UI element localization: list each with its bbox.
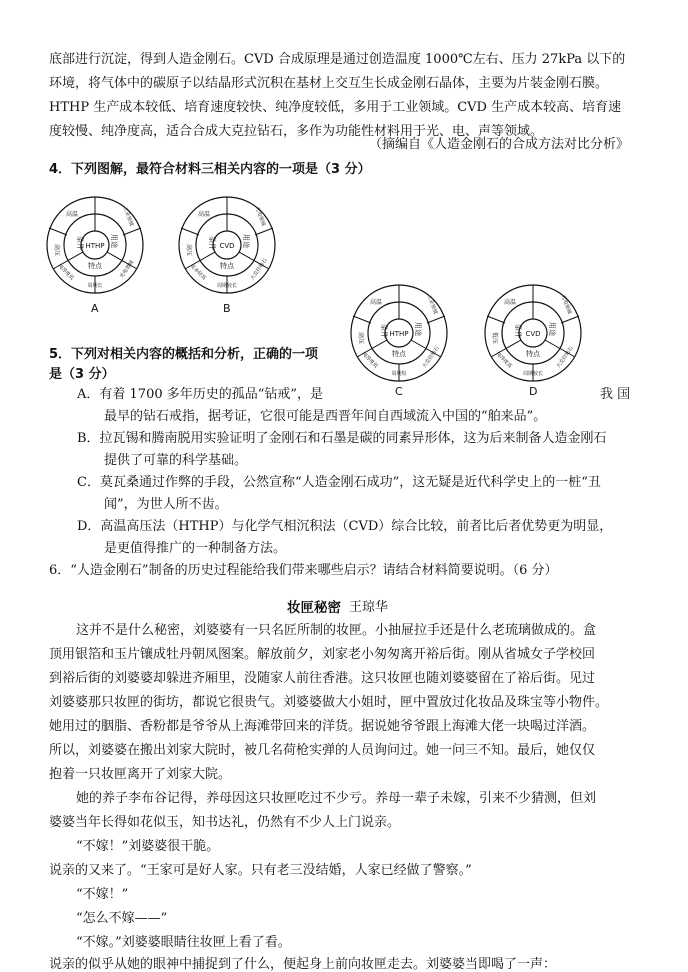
diagram-center-text: HTHP	[389, 330, 409, 338]
diagram-a	[45, 195, 145, 295]
story-line-12: “不嫁！”	[76, 887, 129, 902]
story-title: 妆匣秘密	[287, 600, 341, 616]
diagram-outer-tr-text: 工业领域	[425, 294, 439, 316]
diagram-outer-bl-text: 成本较高	[188, 263, 207, 282]
diagram-outer-tr-text: 光电领域	[559, 294, 573, 316]
diagram-bottom-text: 特点	[88, 262, 102, 270]
diagram-outer-b-text: 周期长	[87, 283, 103, 289]
story-author: 王琼华	[349, 600, 389, 615]
question-5-stem-line1: 5．下列对相关内容的概括和分析，正确的一项	[49, 347, 319, 362]
diagram-center-text: CVD	[525, 330, 541, 338]
story-line-15: 说亲的似乎从她的眼神中捕捉到了什么，便起身上前向妆匣走去。刘婆婆当即喝了一声：	[49, 957, 557, 972]
option-b-line1: B．拉瓦锡和腾南脱用实验证明了金刚石和石墨是碳的同素异形体，这为后来制备人造金刚石	[77, 431, 607, 446]
story-line-14: “不嫁。”刘婆婆眼睛往妆匣上看了看。	[76, 935, 291, 950]
diagram-outer-l-text: 高压	[357, 331, 364, 345]
diagram-outer-tl-text: 高温	[369, 299, 383, 306]
story-line-8: 她的养子李布谷记得，养母因这只妆匣吃过不少亏。养母一辈子未嫁，引来不少猜测，但刘	[76, 791, 597, 806]
option-a-line2: 最早的钻石戒指，据考证，它很可能是西晋年间自西域流入中国的“舶来品”。	[104, 409, 547, 424]
story-line-4: 刘婆婆那只妆匣的街坊，都说它很贵气。刘婆婆做大小姐时，匣中置放过化妆品及珠宝等小物件。	[49, 695, 609, 710]
passage-line-1: 底部进行沉淀，得到人造金刚石。CVD 合成原理是通过创造温度 1000℃左右、压力 27kPa 以下的	[49, 52, 626, 67]
diagram-right-text: 用途	[242, 234, 250, 248]
diagram-outer-bl-text: 纯净度低	[56, 263, 75, 282]
diagram-bottom-text: 特点	[392, 350, 406, 358]
diagram-outer-b-text: 周期较长	[522, 371, 544, 377]
diagram-outer-tr-text: 光电领域	[253, 206, 267, 228]
diagram-outer-br-text: 大克拉钻石	[249, 257, 269, 282]
option-a-line1: A．有着 1700 多年历史的孤品“钻戒”，是	[77, 387, 324, 402]
diagram-b	[177, 195, 277, 295]
story-line-10: “不嫁！”刘婆婆很干脆。	[76, 839, 220, 854]
diagram-outer-tl-text: 高温	[503, 299, 517, 306]
option-c-line2: 闻”，为世人所不齿。	[104, 497, 228, 512]
story-line-11: 说亲的又来了。“王家可是好人家。只有老三没结婚，人家已经做了警察。”	[49, 863, 472, 878]
diagram-left-text: 条件	[208, 236, 216, 250]
diagram-outer-bl-text: 纯净度高	[494, 351, 513, 370]
story-line-2: 顶用银箔和玉片镶成牡丹朝凤图案。解放前夕，刘家老小匆匆离开裕后街。刚从省城女子学校回	[49, 647, 596, 662]
story-line-7: 抱着一只妆匣离开了刘家大院。	[49, 767, 232, 782]
diagram-right-text: 用途	[414, 322, 422, 336]
passage-line-4: 度较慢、纯净度高，适合合成大克拉钻石，多作为功能性材料用于光、电、声等领域。	[49, 124, 544, 139]
diagram-left-text: 条件	[76, 236, 84, 250]
story-line-5: 她用过的胭脂、香粉都是爷爷从上海滩带回来的洋货。据说她爷爷跟上海滩大佬一块喝过洋酒。	[49, 719, 596, 734]
question-5-stem-line2: 是（3 分）	[49, 367, 115, 382]
diagram-outer-bl-text: 纯净度低	[360, 351, 379, 370]
diagram-label-c: C	[395, 385, 403, 398]
story-line-1: 这并不是什么秘密，刘婆婆有一只名匠所制的妆匣。小抽屉拉手还是什么老琉璃做成的。盒	[76, 623, 597, 638]
diagram-outer-br-text: 光电领域	[118, 259, 136, 280]
story-line-6: 所以，刘婆婆在搬出刘家大院时，被几名荷枪实弹的人员询问过。她一问三不知。最后，她仅仅	[49, 743, 596, 758]
diagram-label-d: D	[529, 385, 538, 398]
diagram-label-a: A	[91, 302, 99, 315]
diagram-left-text: 条件	[514, 324, 522, 338]
option-b-line2: 提供了可靠的科学基础。	[104, 453, 248, 468]
diagram-outer-tl-text: 高温	[65, 211, 79, 218]
diagram-outer-tl-text: 高温	[197, 211, 211, 218]
passage-source: （摘编自《人造金刚石的合成方法对比分析》	[369, 137, 630, 152]
diagram-outer-l-text: 低压	[491, 331, 498, 345]
diagram-outer-br-text: 大克拉钻石	[555, 345, 575, 370]
diagram-outer-tr-text: 工业领域	[121, 206, 135, 228]
story-line-13: “怎么不嫁——”	[76, 911, 168, 926]
story-line-9: 婆婆当年长得如花似玉，知书达礼，仍然有不少人上门说亲。	[49, 815, 401, 830]
diagram-left-text: 条件	[380, 324, 388, 338]
diagram-right-text: 用途	[110, 234, 118, 248]
question-6-stem: 6．“人造金刚石”制备的历史过程能给我们带来哪些启示？请结合材料简要说明。（6 分）	[49, 563, 558, 578]
diagram-center-text: HTHP	[85, 242, 105, 250]
passage-line-2: 环境，将气体中的碳原子以结晶形式沉积在基材上交互生长成金刚石晶体，主要为片装金刚石膜。	[49, 76, 609, 91]
option-c-line1: C．莫瓦桑通过作弊的手段，公然宣称“人造金刚石成功”，这无疑是近代科学史上的一桩“丑	[77, 475, 601, 490]
question-4-stem: 4．下列图解，最符合材料三相关内容的一项是（3 分）	[49, 162, 371, 177]
diagram-right-text: 用途	[548, 322, 556, 336]
diagram-label-b: B	[223, 302, 231, 315]
diagram-outer-l-text: 高压	[185, 243, 192, 257]
diagram-c	[349, 283, 449, 383]
option-a-tail: 我 国	[600, 387, 631, 402]
story-line-3: 到裕后街的刘婆婆却躲进齐厢里，没随家人前往香港。这只妆匣也随刘婆婆留在了裕后街。见过	[49, 671, 596, 686]
diagram-outer-b-text: 周期短	[391, 371, 407, 377]
option-d-line1: D．高温高压法（HTHP）与化学气相沉积法（CVD）综合比较，前者比后者优势更为明显，	[77, 519, 613, 534]
passage-line-3: HTHP 生产成本较低、培育速度较快、纯净度较低，多用于工业领域。CVD 生产成本较高、培育速	[49, 100, 622, 115]
diagram-outer-l-text: 高压	[53, 243, 60, 257]
diagram-outer-br-text: 大克拉钻石	[421, 345, 441, 370]
diagram-bottom-text: 特点	[526, 350, 540, 358]
diagram-bottom-text: 特点	[220, 262, 234, 270]
option-d-line2: 是更值得推广的一种制备方法。	[104, 541, 287, 556]
diagram-outer-b-text: 周期较长	[216, 283, 238, 289]
diagram-center-text: CVD	[219, 242, 235, 250]
diagram-d	[483, 283, 583, 383]
